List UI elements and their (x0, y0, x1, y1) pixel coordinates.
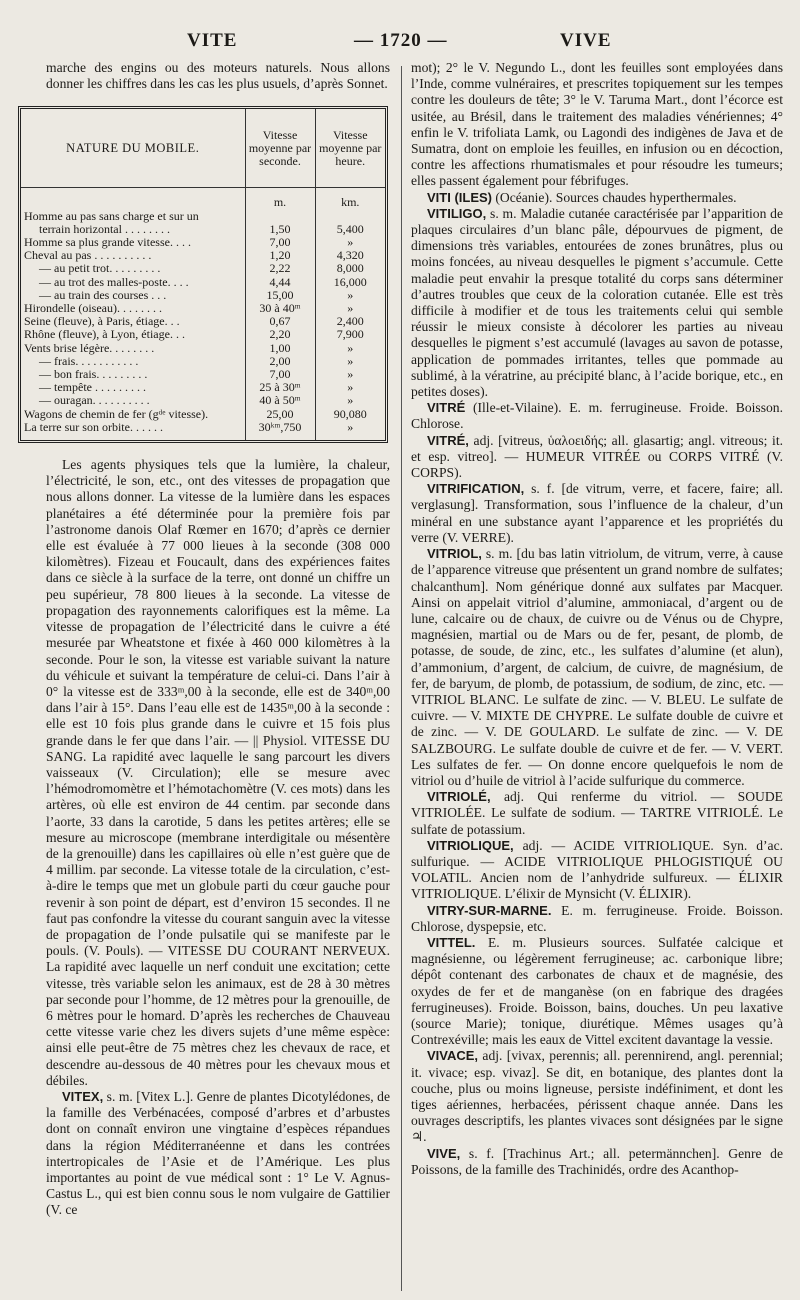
row-label: — bon frais. . . . . . . . . (39, 367, 148, 382)
headword: VITRIOLIQUE, (427, 837, 514, 853)
row-speed-per-second: 4,44 (245, 276, 315, 289)
row-speed-per-second: 1,20 (245, 249, 315, 262)
definition: (Océanie). Sources chaudes hyperthermales. (492, 189, 737, 205)
row-speed-per-second: 7,00 (245, 236, 315, 249)
row-speed-per-second: 15,00 (245, 289, 315, 302)
column-header-per-second: Vitesse moyenne par seconde. (245, 109, 315, 188)
row-speed-per-hour: » (315, 302, 385, 315)
table-row (21, 210, 385, 223)
table-row (21, 276, 385, 289)
table-row (21, 421, 385, 440)
row-speed-per-second: 7,00 (245, 368, 315, 381)
definition: s. m. [Vitex L.]. Genre de plantes Dicotylédones, de la famille des Verbénacées, composé d’arbres et d’arbustes dont on connaît environ une vingtaine d’espèces répandues dans la région Méditerranéenne et dans les contrées intertropicales de l’Asie et de l’Amérique. Les plus importantes au point de vue médical sont : 1° Le V. Agnus-Castus L., qui est bien connu sous le nom vulgaire de Gattilier (V. ce (46, 1088, 390, 1218)
table-row (21, 262, 385, 275)
row-speed-per-hour: 90,080 (315, 408, 385, 421)
definition: adj. [vitreus, ὑαλοειδής; all. glasartig; angl. vitreous; it. et esp. vitreo]. — HUMEUR VITRÉE ou CORPS VITRÉ (V. CORPS). (411, 432, 783, 481)
headword: VITRIOLÉ, (427, 789, 491, 805)
row-speed-per-second: 25 à 30ᵐ (245, 381, 315, 394)
row-speed-per-second: 30ᵏᵐ,750 (245, 421, 315, 440)
dictionary-entry (411, 190, 783, 206)
headword: VITTEL. (427, 934, 476, 950)
row-label: Homme au pas sans charge et sur un (24, 208, 199, 223)
physics-paragraph: Les agents physiques tels que la lumière, la chaleur, l’électricité, le son, etc., ont des vitesses de propagation que nous allons donner. La vitesse de la lumière dans les espaces planétaires a été déterminée pour la première fois par l’astronome danois Olaf Rœmer en 1670; d’après ce dernier elle est évaluée à 77 000 lieues à la seconde (308 000 kilomètres). Fizeau et Foucault, dans des expériences faites dans ce siècle à la surface de la terre, ont donné un chiffre un peu supérieur, 78 800 lieues à la seconde. La vitesse de propagation des rayonnements calorifiques est la même. La vitesse de propagation de l’électricité dans le cuivre a été mesurée par Wheatstone et fixée à 460 000 kilomètres à la seconde. Pour le son, la vitesse est variable suivant la nature du véhicule et suivant la température de celui-ci. Dans l’air à 0° la vitesse est de 333ᵐ,00 à la seconde, elle est de 340ᵐ,00 dans l’air à 15°. Dans l’eau elle est de 1435ᵐ,00 à la seconde : elle est 10 fois plus grande dans le cuivre et 15 fois plus grande dans le fer que dans l’air. — || Physiol. VITESSE DU SANG. La rapidité avec laquelle le sang parcourt les divers vaisseaux (V. Circulation); elle se mesure avec l’hémodromomètre et l’hémotachomètre (V. ces mots) dans les artères, où elle est environ de 44 centim. par seconde dans l’aorte, 33 dans la carotide, 5 dans les petites artères; elle se mesure au microscope (membrane interdigitale ou mésentère de la grenouille) dans les capillaires où elle n’est guère que de 4 millim. par seconde. La vitesse totale de la circulation, c’est-à-dire le temps que met un globule parti du cœur gauche pour revenir à son point de départ, est d’environ 15 secondes. Il ne faut pas confondre la vitesse du courant sanguin avec la vitesse de propagation de l’onde pulsatile qui se manifeste par le pouls. (V. Pouls). — VITESSE DU COURANT NERVEUX. La rapidité avec laquelle un nerf conduit une excitation; cette vitesse, très variable selon les animaux, est de 28 à 30 mètres par seconde pour l’homme, de 12 mètres pour la grenouille, de 6 mètres pour le homard. D’après les recherches de Chauveau cette vitesse varie chez les divers sujets d’une même espèce: ainsi elle peut-être de 75 mètres chez les chevaux de race, et descendre au-dessous de 40 mètres pour les chevaux mous et débiles. (46, 457, 390, 1088)
speed-table (18, 106, 388, 443)
row-speed-per-second: 1,00 (245, 342, 315, 355)
dictionary-entry (411, 1048, 783, 1145)
speed-table-grid (21, 109, 385, 440)
row-label: Hirondelle (oiseau). . . . . . . . (24, 301, 162, 316)
row-label: Seine (fleuve), à Paris, étiage. . . (24, 314, 180, 329)
definition: mot); 2° le V. Negundo L., dont les feuilles sont employées dans l’Inde, comme vulnéraires, et prescrites topiquement sur les tempes contre les douleurs de tête; 3° le V. Taruma Mart., dont l’écorce est usitée, au Brésil, dans le traitement des maladies vénériennes; 4° enfin le V. trifoliata Lamk, ou Lagondi des indigènes de Java et de Sumatra, dont on emploie les feuilles, en infusion ou en décoction, contre les affections rhumatismales et pour résoudre les tumeurs; elles passent également pour fébrifuges. (411, 60, 783, 189)
headword: VITRY-SUR-MARNE. (427, 902, 552, 918)
dictionary-entry (411, 400, 783, 432)
row-speed-per-hour: » (315, 421, 385, 440)
row-speed-per-hour: » (315, 342, 385, 355)
table-row (21, 394, 385, 407)
unit-kilometers: km. (315, 188, 385, 210)
right-column (411, 60, 783, 1178)
row-label: — ouragan. . . . . . . . . . (39, 393, 150, 408)
dictionary-entry (411, 903, 783, 935)
dictionary-entry (411, 789, 783, 838)
definition: s. f. [Trachinus Art.; all. petermännchen]. Genre de Poissons, de la famille des Trachinidés, ordre des Acanthop- (411, 1145, 783, 1177)
row-label: La terre sur son orbite. . . . . . (24, 419, 163, 434)
row-speed-per-second: 40 à 50ᵐ (245, 394, 315, 407)
row-speed-per-hour: » (315, 368, 385, 381)
row-label: — au petit trot. . . . . . . . . (39, 261, 161, 276)
row-label: — au trot des malles-poste. . . . (39, 274, 189, 289)
row-speed-per-second: 2,22 (245, 262, 315, 275)
dictionary-entry (411, 546, 783, 789)
definition: adj. — ACIDE VITRIOLIQUE. Syn. d’ac. sulfurique. — ACIDE VITRIOLIQUE PHLOGISTIQUÉ OU VOLATIL. Ancien nom de l’anhydride sulfureux. — ÉLIXIR VITRIOLIQUE. L’élixir de Mynsicht (V. ÉLIXIR). (411, 837, 783, 902)
row-speed-per-hour: 5,400 (315, 223, 385, 236)
row-speed-per-hour: 8,000 (315, 262, 385, 275)
definition: s. m. Maladie cutanée caractérisée par l’apparition de plaques circulaires d’un blanc pâle, dépourvues de pigment, de dimensions très variables, entourées de zones brunâtres, plus ou moins foncées, au niveau desquelles le pigment s’accumule. Cette maladie peut envahir la presque totalité du corps sans déterminer d’autres troubles que ceux de la coloration cutanée. Elle est très difficile à modifier et de tous les traitements celui qui semble réussir le mieux consiste à décolorer les parties au niveau desquelles le pigment s’est accumulé (lavages au savon de potasse, application de pommades irritantes, telles que pommade au sublimé, à la vératrine, au précipité blanc, à l’acide borique, etc., en petites doses). (411, 205, 783, 400)
running-head-right: VIVE (560, 30, 612, 51)
row-speed-per-second: 25,00 (245, 408, 315, 421)
row-speed-per-hour: 7,900 (315, 328, 385, 341)
definition: adj. [vivax, perennis; all. perennirend, angl. perennial; it. vivace; esp. vivaz]. Se dit, en botanique, des plantes dont la couche, plus ou moins ligneuse, persiste indéfiniment, et dont les tiges aériennes, herbacées, périssent chaque année. Dans les ouvrages descriptifs, les plantes vivaces sont désignées par le signe ♃. (411, 1048, 783, 1145)
dictionary-entry (411, 433, 783, 482)
row-speed-per-hour: » (315, 381, 385, 394)
unit-meters: m. (245, 188, 315, 210)
row-label: Homme sa plus grande vitesse. . . . (24, 235, 191, 250)
definition: (Ille-et-Vilaine). E. m. ferrugineuse. Froide. Boisson. Chlorose. (411, 400, 783, 432)
row-label: terrain horizontal . . . . . . . . (39, 221, 170, 236)
row-label: — tempête . . . . . . . . . (39, 380, 146, 395)
headword: VITRÉ (427, 400, 466, 416)
row-speed-per-hour: » (315, 236, 385, 249)
headword: VITRIFICATION, (427, 481, 525, 497)
row-speed-per-second: 2,20 (245, 328, 315, 341)
row-label: — frais. . . . . . . . . . . (39, 353, 139, 368)
row-label: Vents brise légère. . . . . . . . (24, 340, 155, 355)
dictionary-entry (411, 935, 783, 1048)
entry-vitex (46, 1089, 390, 1219)
row-label: Cheval au pas . . . . . . . . . . (24, 248, 152, 263)
row-speed-per-second: 30 à 40ᵐ (245, 302, 315, 315)
row-speed-per-second (245, 210, 315, 223)
headword: VIVE, (427, 1145, 461, 1161)
dictionary-entry (411, 1146, 783, 1178)
page-number: — 1720 — (354, 30, 448, 51)
row-label: — au train des courses . . . (39, 287, 167, 302)
headword: VITI (ILES) (427, 189, 492, 205)
row-label: Rhône (fleuve), à Lyon, étiage. . . (24, 327, 185, 342)
dictionary-entry (411, 206, 783, 400)
table-row (21, 328, 385, 341)
row-speed-per-second: 2,00 (245, 355, 315, 368)
column-header-per-hour: Vitesse moyenne par heure. (315, 109, 385, 188)
headword: VITEX, (62, 1088, 104, 1104)
row-speed-per-hour: » (315, 289, 385, 302)
table-row (21, 408, 385, 421)
definition: s. m. [du bas latin vitriolum, de vitrum, verre, à cause de l’apparence vitreuse que présentent un grand nombre de sulfates; chalcanthum]. Nom générique donné aux sulfates par Macquer. Ainsi on appelait vitriol d’alumine, ammoniacal, d’argent ou de lune, calcaire ou de chaux, de cuivre ou de Vénus ou de Chypre, magnésien, martial ou de Mars ou de fer, pesant, de plomb, de potasse, de soude, de zinc, etc., les sulfates d’alumine (et alun), d’ammonium, d’argent, de calcium, de cuivre, de magnésium, de fer, de baryum, de plomb, de potassium, de sodium, de zinc, etc. — VITRIOL BLANC. Le sulfate de zinc. — V. BLEU. Le sulfate de cuivre. — V. MIXTE DE CHYPRE. Le sulfate double de cuivre et de zinc. — V. DE GOULARD. Le sulfate de zinc. — V. DE SALZBOURG. Le sulfate double de cuivre et de fer. — V. VERT. Les sulfates de fer. — On donne encore quelquefois le nom de vitriol ou d’huile de vitriol à l’acide sulfurique du commerce. (411, 546, 783, 788)
headword: VITRÉ, (427, 432, 469, 448)
row-speed-per-second: 0,67 (245, 315, 315, 328)
table-row (21, 342, 385, 355)
row-speed-per-hour (315, 210, 385, 223)
column-divider (401, 66, 402, 1291)
dictionary-entry (411, 60, 783, 190)
dictionary-entry (411, 838, 783, 903)
row-speed-per-hour: 4,320 (315, 249, 385, 262)
headword: VIVACE, (427, 1048, 479, 1064)
definition: s. f. [de vitrum, verre, et facere, faire; all. verglasung]. Transformation, sous l’influence de la chaleur, d’un minéral en une substance ayant l’apparence et les propriétés du verre (V. VERRE). (411, 481, 783, 545)
headword: VITILIGO, (427, 205, 487, 221)
left-column (24, 60, 390, 1219)
dictionary-entry (411, 481, 783, 546)
row-label: Wagons de chemin de fer (gᵈᵉ vitesse). (24, 406, 209, 421)
headword: VITRIOL, (427, 546, 482, 562)
definition: adj. Qui renferme du vitriol. — SOUDE VITRIOLÉE. Le sulfate de sodium. — TARTRE VITRIOLÉ. Le sulfate de potassium. (411, 789, 783, 837)
row-speed-per-hour: 16,000 (315, 276, 385, 289)
column-header-mobile: NATURE DU MOBILE. (21, 109, 245, 188)
running-head-left: VITE (187, 30, 238, 51)
row-speed-per-second: 1,50 (245, 223, 315, 236)
definition: E. m. Plusieurs sources. Sulfatée calcique et magnésienne, ou légèrement ferrugineuse; ac. carbonique libre; dépôt contenant des carbonates de chaux et de magnésie, des oxydes de fer et de manganèse (on en fabrique des dragées ferrugineuses). Froide. Boisson, bains, douches. Un peu laxative (source Marie); tonique, diurétique. Mêmes usages qu’à Contrexéville; mais les eaux de Vittel excitent davantage la vessie. (411, 934, 783, 1048)
intro-paragraph: marche des engins ou des moteurs naturels. Nous allons donner les chiffres dans les cas les plus usuels, d’après Sonnet. (46, 60, 390, 92)
definition: E. m. ferrugineuse. Froide. Boisson. Chlorose, dyspepsie, etc. (411, 902, 783, 934)
row-speed-per-hour: » (315, 355, 385, 368)
row-speed-per-hour: » (315, 394, 385, 407)
row-speed-per-hour: 2,400 (315, 315, 385, 328)
